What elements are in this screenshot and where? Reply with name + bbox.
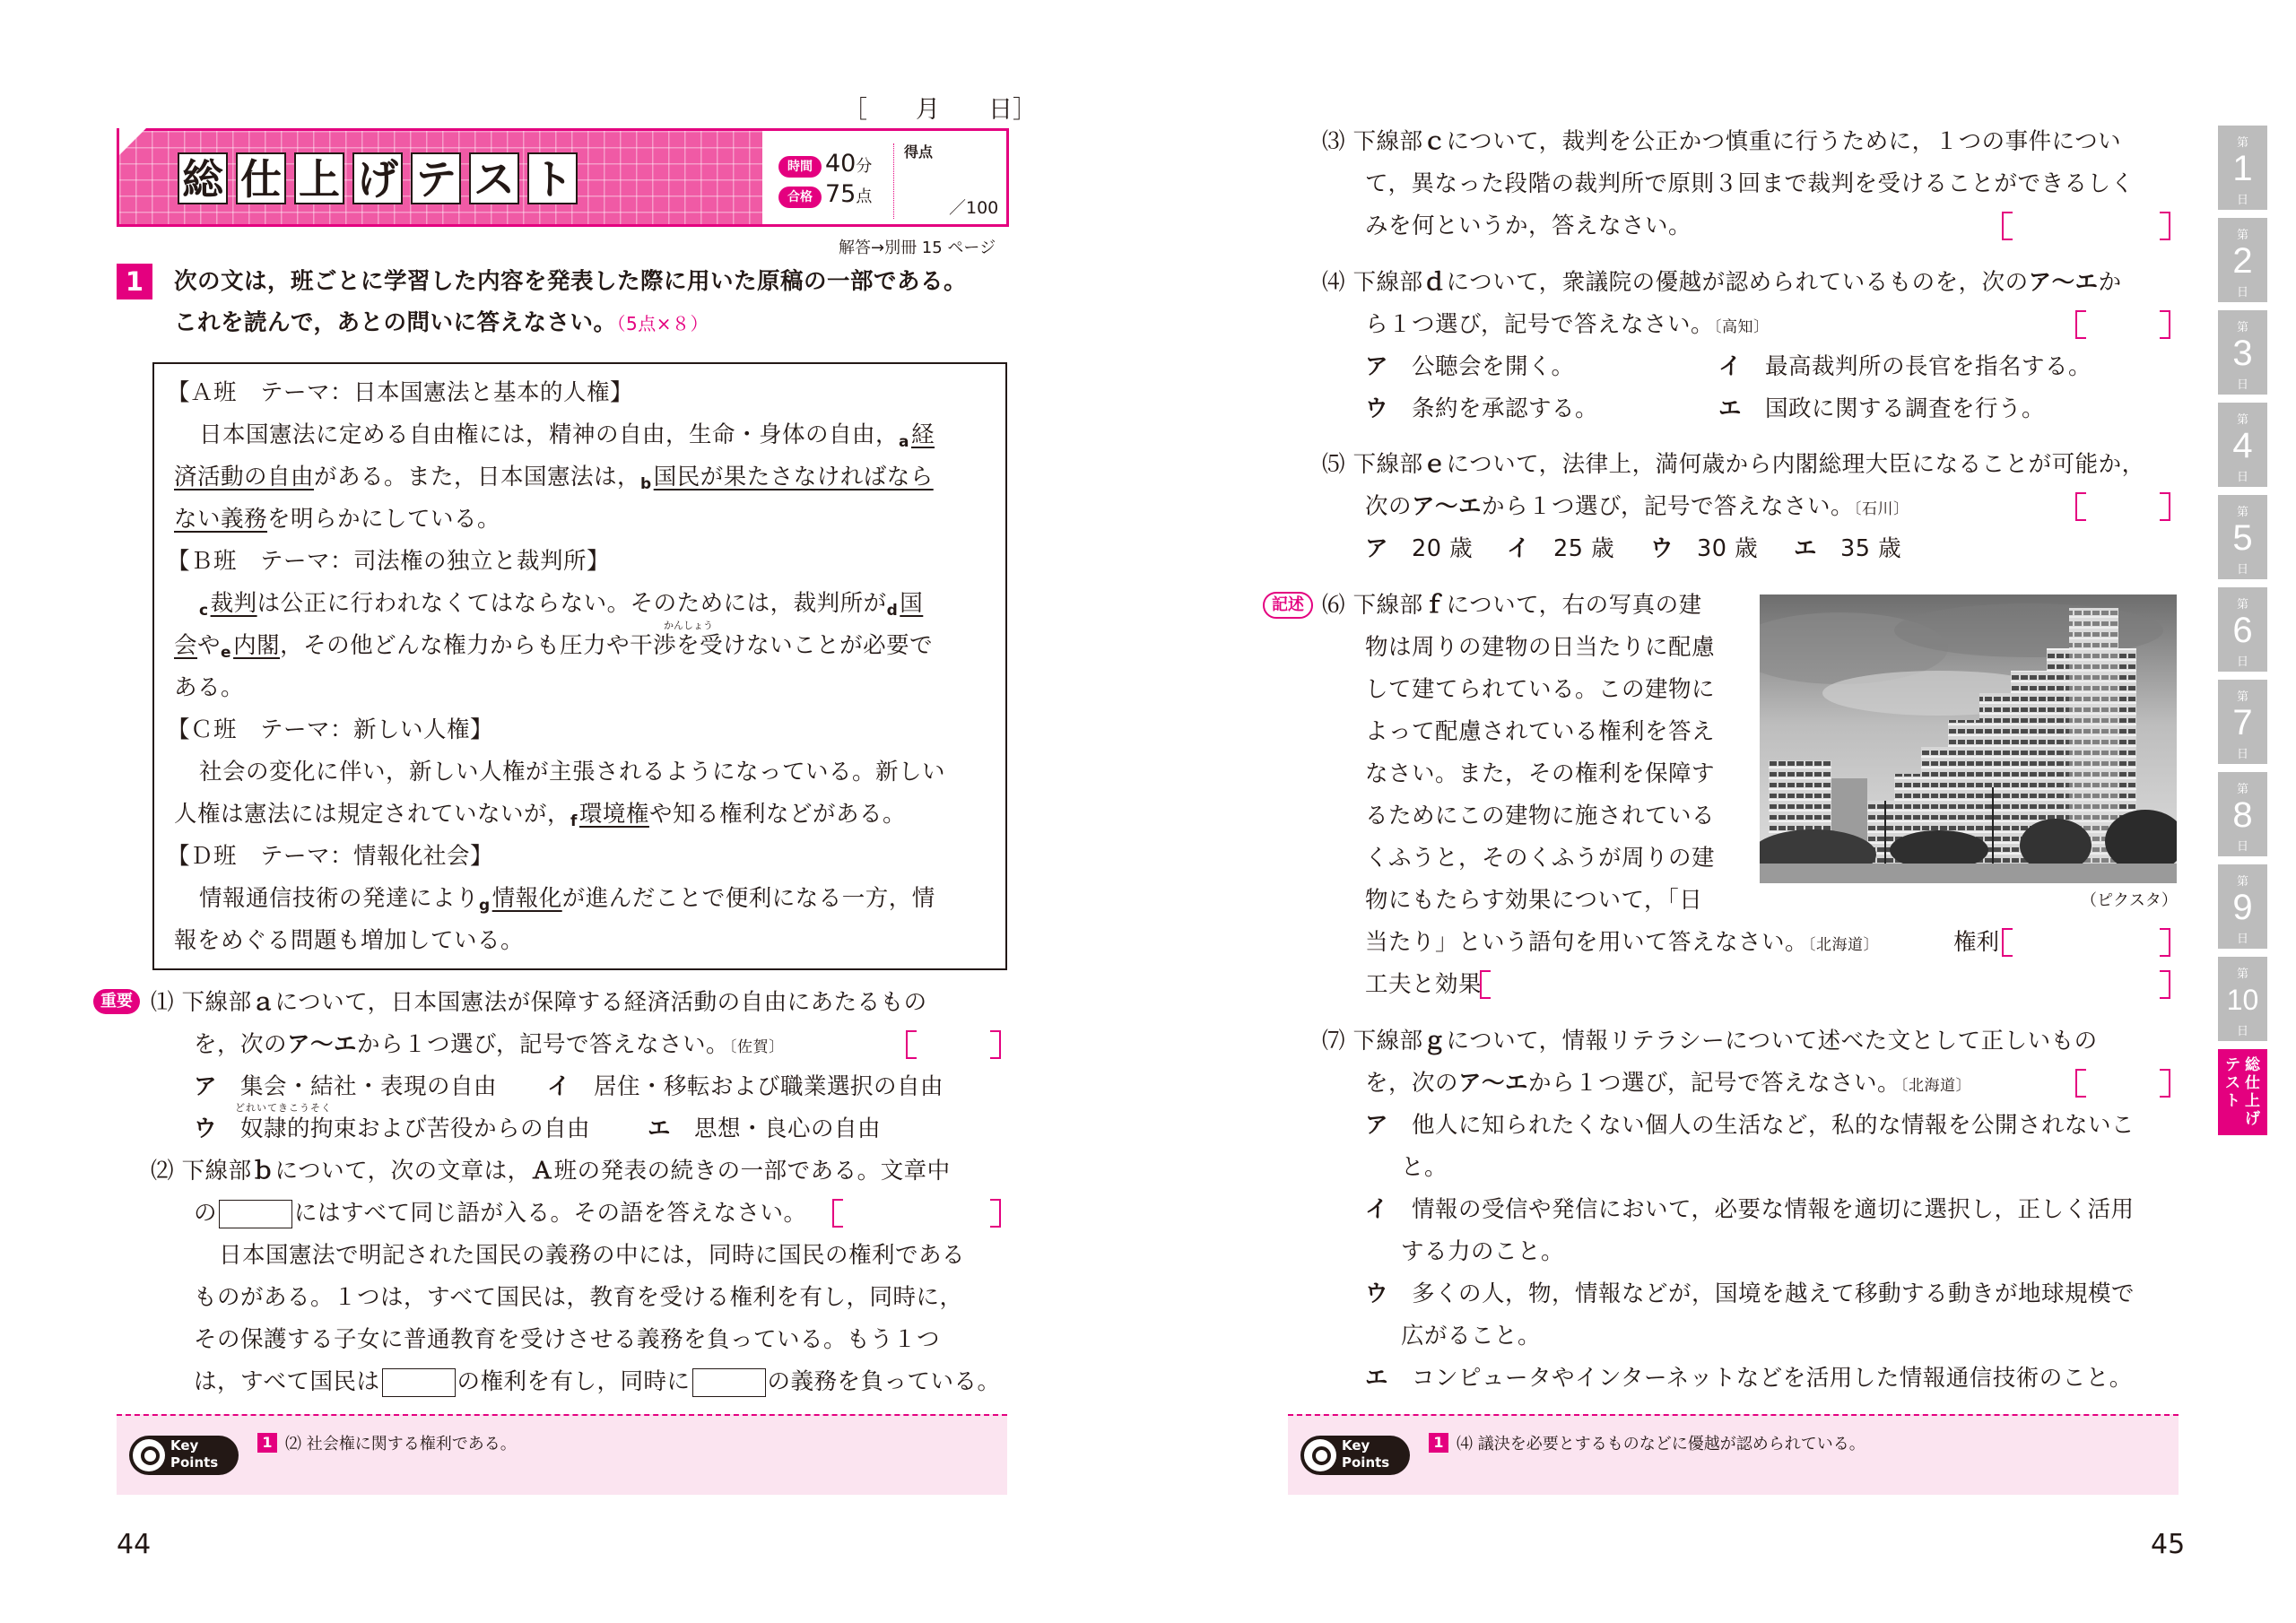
answer-bracket-open [2002,212,2013,240]
answer-field-q1-3[interactable] [2014,212,2158,240]
tab-day-number: 2 [2232,241,2253,281]
answer-field-q1-6-effect[interactable] [1492,970,2158,999]
page-number-right: 45 [2151,1529,2186,1560]
apartment-building-photo [1760,595,2177,883]
question-intro-line-1: 次の文は，班ごとに学習した内容を発表した際に用いた原稿の一部である。 [174,268,968,295]
q1-1-option-e: エ 思想・良心の自由 [648,1115,882,1142]
q1-3-line-2: て，異なった段階の裁判所で原則３回まで裁判を受けることができるしく [1365,170,2135,197]
q1-6-line-9: 当たり」という語句を用いて答えなさい。〔北海道〕 [1365,929,1880,956]
tab-day-4[interactable] [2218,403,2267,487]
q1-2-line-2: の にはすべて同じ語が入る。その語を答えなさい。 [194,1200,807,1227]
answer-field-q1-4[interactable] [2088,310,2160,339]
tab-day-prefix: 第 [2236,136,2248,150]
q1-1-option-i: イ 居住・移転および職業選択の自由 [547,1073,944,1100]
q1-5-option-a: ア 20 歳 [1365,535,1474,562]
q1-1-line-2: を，次のア〜エから１つ選び，記号で答えなさい。〔佐賀〕 [194,1031,785,1058]
title-char-1: 総 [178,152,228,204]
key-points-badge: Key Points [129,1436,239,1475]
passage-heading-c: 【Ｃ班 テーマ：新しい人権】 [167,716,494,743]
photo-credit: （ピクスタ） [2081,891,2178,910]
q1-5-option-u: ウ 30 歳 [1650,535,1759,562]
q1-1-option-u: ウ 奴隷的拘束および苦役からの自由 [194,1115,591,1142]
answer-bracket-close [990,1199,1001,1228]
tab-day-prefix: 第 [2236,875,2248,889]
score-divider [893,143,894,219]
answer-bracket-close [2160,1069,2170,1098]
tab-day-number: 9 [2232,888,2253,927]
title-char-6: ス [469,152,519,204]
tab-day-number: 1 [2232,149,2253,188]
tab-day-number: 3 [2232,334,2253,373]
q1-6-line-6: るためにこの建物に施されている [1365,803,1716,829]
q1-6-line-1: ⑹ 下線部ｆについて，右の写真の建 [1322,592,1702,619]
answer-bracket-open [2002,928,2013,957]
answer-bracket-close [2160,492,2170,521]
q1-4-option-u: ウ 条約を承認する。 [1365,395,1599,422]
blank-box [692,1368,766,1397]
q1-7-option-a-line-1: ア 他人に知られたくない個人の生活など，私的な情報を公開されないこ [1365,1112,2135,1139]
tab-day-suffix: 日 [2236,655,2248,669]
answer-field-q1-2[interactable] [845,1199,988,1228]
tab-day-suffix: 日 [2236,563,2248,577]
tab-day-suffix: 日 [2236,840,2248,854]
passage-b-line-1: c裁判は公正に行われなくてはならない。そのためには，裁判所がd国 [199,590,924,620]
score-total: ／100 [949,198,999,218]
answer-field-q1-1[interactable] [918,1030,990,1059]
title-char-4: げ [352,152,403,204]
q1-6-line-3: して建てられている。この建物に [1365,676,1716,703]
key-point-number: 1 [257,1433,277,1453]
tab-day-prefix: 第 [2236,968,2248,981]
tab-day-suffix: 日 [2236,286,2248,299]
q1-6-line-7: くふうと，そのくふうが周りの建 [1365,845,1716,872]
q1-7-option-u-line-2: 広がること。 [1401,1323,1542,1350]
answer-field-q1-5[interactable] [2088,492,2160,521]
tab-day-suffix: 日 [2236,194,2248,207]
passage-a-line-3: ない義務を明らかにしている。 [174,506,501,533]
tab-day-prefix: 第 [2236,598,2248,612]
answer-field-q1-7[interactable] [2088,1069,2160,1098]
question-number-badge: 1 [117,264,152,299]
blank-box [382,1368,456,1397]
tab-day-8[interactable] [2218,772,2267,856]
title-char-2: 仕 [236,152,286,204]
magnifier-icon [133,1439,165,1471]
q1-2-passage-2: ものがある。１つは，すべて国民は，教育を受ける権利を有し，同時に， [194,1284,963,1311]
passage-heading-b: 【Ｂ班 テーマ：司法権の独立と裁判所】 [167,548,611,575]
q1-4-option-a: ア 公聴会を開く。 [1365,353,1575,380]
passage-heading-d: 【Ｄ班 テーマ：情報化社会】 [167,843,494,870]
tab-day-prefix: 第 [2236,229,2248,242]
q1-6-line-2: 物は周りの建物の日当たりに配慮 [1365,634,1716,661]
q1-4-line-1: ⑷ 下線部ｄについて，衆議院の優越が認められているものを，次のア〜エか [1322,269,2122,296]
pass-score: 75点 [825,180,873,208]
tab-day-suffix: 日 [2236,748,2248,761]
q1-4-option-i: イ 最高裁判所の長官を指名する。 [1718,353,2092,380]
q1-7-option-e: エ コンピュータやインターネットなどを活用した情報通信技術のこと。 [1365,1365,2133,1392]
answer-bracket-open [906,1030,917,1059]
important-badge: 重要 [93,989,140,1014]
answer-bracket-close [2160,970,2170,999]
tab-day-number: 10 [2226,984,2259,1016]
tab-day-prefix: 第 [2236,321,2248,334]
page-number-left: 44 [117,1529,152,1560]
key-point-number: 1 [1429,1433,1448,1453]
title-char-5: テ [411,152,461,204]
q1-2-passage-1: 日本国憲法で明記された国民の義務の中には，同時に国民の権利である [219,1242,966,1269]
tab-day-number: 4 [2232,426,2253,465]
answer-bracket-open [2075,492,2086,521]
passage-b-line-2: 会やe内閣，その他どんな権力からも圧力や干渉を受けないことが必要で [174,632,934,662]
answer-bracket-close [2160,212,2170,240]
q1-4-line-2: ら１つ選び，記号で答えなさい。〔高知〕 [1365,311,1770,338]
q1-6-line-8: 物にもたらす効果について，「日 [1365,887,1703,914]
q1-7-option-a-line-2: と。 [1401,1154,1448,1181]
q1-7-line-2: を，次のア〜エから１つ選び，記号で答えなさい。〔北海道〕 [1365,1070,1972,1097]
tab-final-test[interactable]: 総仕上げ テスト [2218,1049,2267,1135]
answer-bracket-open [2075,1069,2086,1098]
answer-reference: 解答→別冊 15 ページ [839,239,996,257]
score-label: 得点 [904,143,934,161]
answer-bracket-open [2075,310,2086,339]
q1-6-line-4: よって配慮されている権利を答え [1365,718,1716,745]
tab-day-6[interactable] [2218,587,2267,672]
q1-5-option-e: エ 35 歳 [1794,535,1902,562]
q1-5-line-1: ⑸ 下線部ｅについて，法律上，満何歳から内閣総理大臣になることが可能か， [1322,451,2145,478]
title-char-7: ト [527,152,578,204]
key-point-text: ⑵ 社会権に関する権利である。 [285,1435,517,1454]
q1-1-option-a: ア 集会・結社・表現の自由 [194,1073,498,1100]
key-points-badge: Key Points [1300,1436,1410,1475]
key-point-text: ⑷ 議決を必要とするものなどに優越が認められている。 [1457,1435,1866,1454]
q1-1-line-1: ⑴ 下線部ａについて，日本国憲法が保障する経済活動の自由にあたるもの [151,989,927,1016]
answer-bracket-open [832,1199,843,1228]
time-limit: 40分 [825,150,873,178]
q1-2-passage-4: は，すべて国民は の権利を有し，同時に の義務を負っている。 [194,1368,1001,1395]
q1-5-option-i: イ 25 歳 [1507,535,1615,562]
passage-heading-a: 【Ａ班 テーマ：日本国憲法と基本的人権】 [167,379,634,406]
q1-7-option-u-line-1: ウ 多くの人，物，情報などが，国境を越えて移動する動きが地球規模で [1365,1280,2135,1307]
passage-c-line-2: 人権は憲法には規定されていないが，f環境権や知る権利などがある。 [174,801,906,830]
tab-day-9[interactable] [2218,864,2267,949]
q1-3-line-3: みを何というか，答えなさい。 [1365,213,1692,239]
blank-box [219,1200,292,1228]
q1-7-option-i-line-1: イ 情報の受信や発信において，必要な情報を適切に選択し，正しく活用 [1365,1196,2135,1223]
tab-day-2[interactable] [2218,218,2267,302]
passage-c-line-1: 社会の変化に伴い，新しい人権が主張されるようになっている。新しい [199,759,946,785]
answer-label-rights: 権利 [1953,929,2000,956]
tab-day-suffix: 日 [2236,933,2248,946]
tab-day-7[interactable] [2218,680,2267,764]
q1-2-line-1: ⑵ 下線部ｂについて，次の文章は，Ａ班の発表の続きの一部である。文章中 [151,1158,951,1185]
tab-day-prefix: 第 [2236,690,2248,704]
key-points-panel [117,1414,1007,1495]
q1-5-line-2: 次のア〜エから１つ選び，記号で答えなさい。〔石川〕 [1365,493,1909,520]
ruby-doreiteki: どれいてきこうそく [235,1102,332,1114]
tab-day-3[interactable] [2218,310,2267,395]
answer-bracket-open [1480,970,1491,999]
tab-day-suffix: 日 [2236,471,2248,484]
passage-a-line-2: 済活動の自由がある。また，日本国憲法は，b国民が果たさなければなら [174,464,934,493]
answer-bracket-close [2160,928,2170,957]
tab-day-prefix: 第 [2236,783,2248,796]
title-corner-fold [119,128,146,155]
passage-d-line-1: 情報通信技術の発達によりg情報化が進んだことで便利になる一方，情 [199,885,935,915]
q1-2-passage-3: その保護する子女に普通教育を受けさせる義務を負っている。もう１つ [194,1326,941,1353]
question-intro-line-2: これを読んで，あとの問いに答えなさい。（5点×８） [174,309,709,336]
answer-label-effect: 工夫と効果 [1365,971,1483,998]
answer-bracket-close [990,1030,1001,1059]
tab-day-suffix: 日 [2236,1025,2248,1038]
tab-day-prefix: 第 [2236,506,2248,519]
tab-day-1[interactable] [2218,126,2267,210]
passage-d-line-2: 報をめぐる問題も増加している。 [174,927,525,954]
tab-day-number: 7 [2232,703,2253,742]
date-field: ［ 月 日］ [843,96,1037,124]
tab-day-number: 8 [2232,795,2253,835]
descriptive-badge: 記述 [1263,592,1313,619]
building-image [1760,595,2177,883]
pass-badge: 合格 [778,187,822,208]
q1-4-option-e: エ 国政に関する調査を行う。 [1718,395,2046,422]
q1-6-line-5: なさい。また，その権利を保障す [1365,760,1716,787]
title-char-3: 上 [294,152,344,204]
tab-day-prefix: 第 [2236,413,2248,427]
q1-7-line-1: ⑺ 下線部ｇについて，情報リテラシーについて述べた文として正しいもの [1322,1028,2098,1055]
q1-7-option-i-line-2: する力のこと。 [1401,1238,1565,1265]
answer-field-q1-6-rights[interactable] [2014,928,2158,957]
key-points-panel [1288,1414,2179,1495]
ruby-kanshou: かんしょう [664,620,713,631]
passage-a-line-1: 日本国憲法に定める自由権には，精神の自由，生命・身体の自由，a経 [199,421,935,451]
passage-b-line-3: ある。 [174,674,245,701]
tab-day-5[interactable] [2218,495,2267,579]
time-badge: 時間 [778,156,822,178]
tab-day-10[interactable] [2218,957,2267,1041]
magnifier-icon [1304,1439,1336,1471]
answer-bracket-close [2160,310,2170,339]
tab-day-suffix: 日 [2236,378,2248,392]
tab-day-number: 6 [2232,611,2253,650]
q1-3-line-1: ⑶ 下線部ｃについて，裁判を公正かつ慎重に行うために，１つの事件につい [1322,128,2122,155]
tab-day-number: 5 [2232,518,2253,558]
